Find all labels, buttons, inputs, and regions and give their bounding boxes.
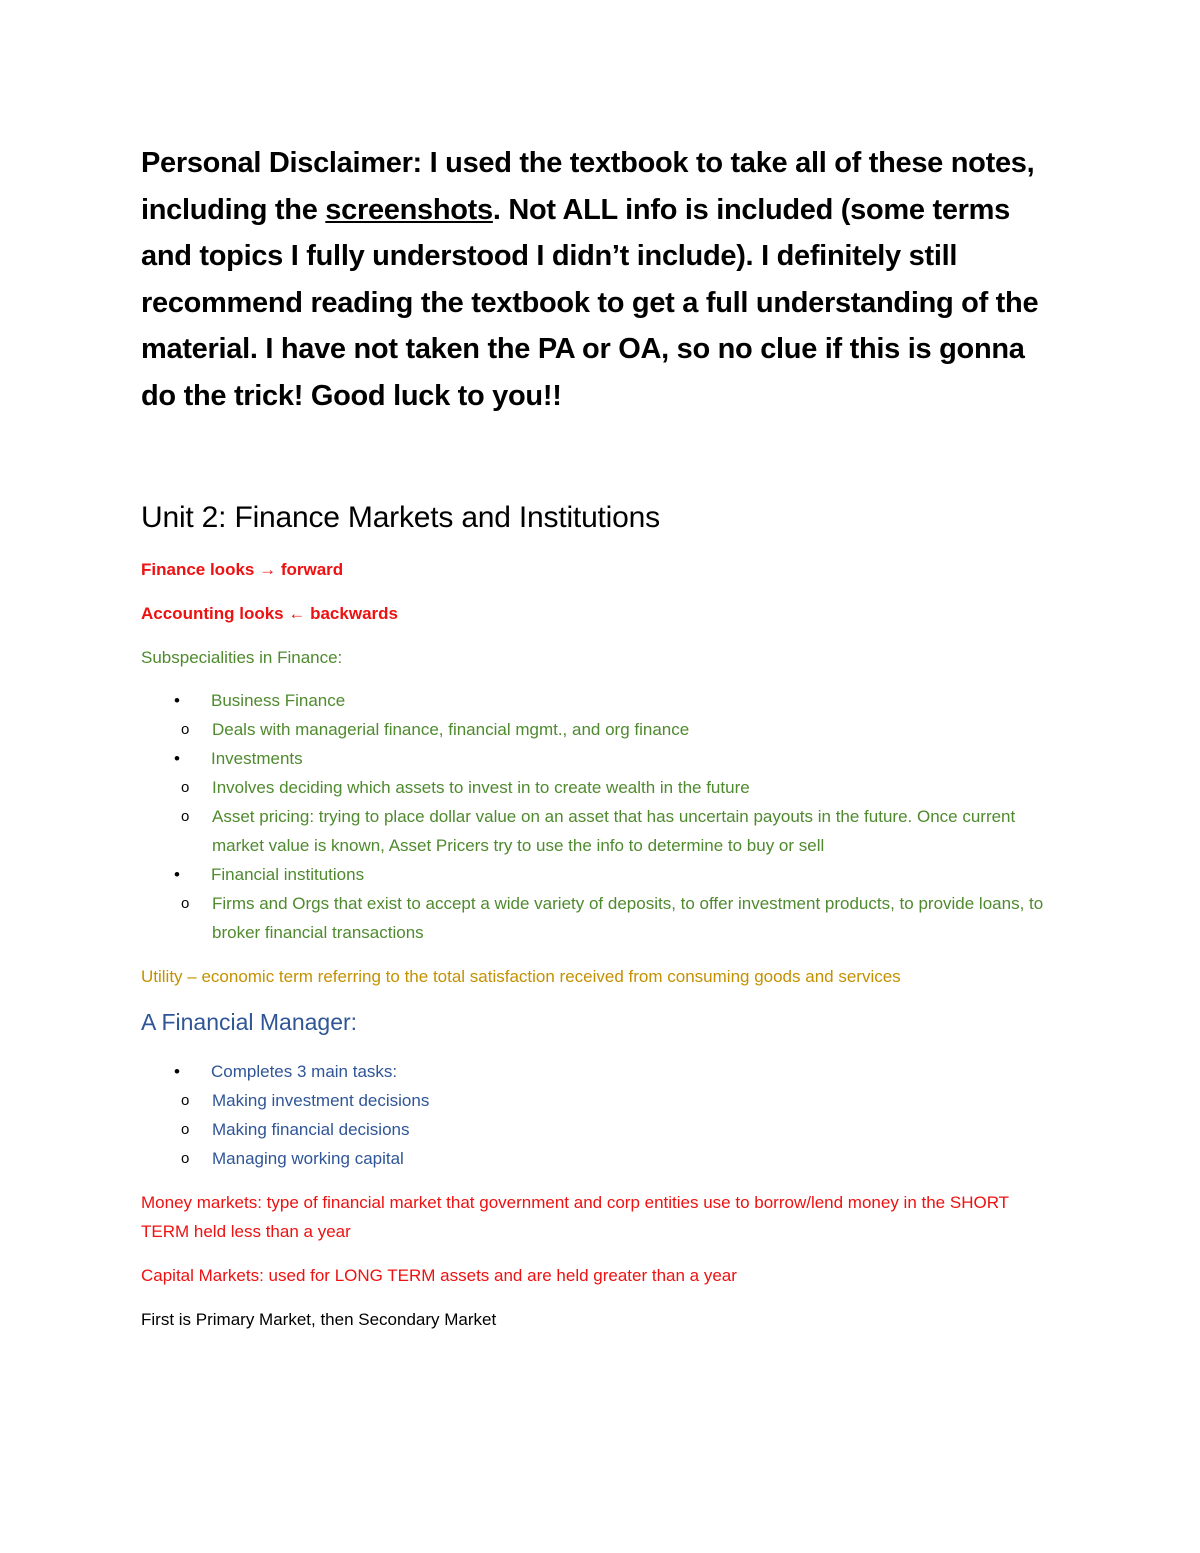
- list-item-main-tasks: [141, 1057, 1061, 1173]
- business-finance-sublist: [141, 715, 1061, 744]
- financial-manager-heading: A Financial Manager:: [141, 1009, 358, 1035]
- left-arrow-icon: ←: [288, 604, 306, 623]
- disclaimer-paragraph: [141, 140, 1061, 419]
- utility-definition: Utility – economic term referring to the total satisfaction received from consuming goods and services: [141, 967, 901, 986]
- accounting-looks-text: Accounting looks: [141, 604, 284, 623]
- bullet-icon: •: [174, 865, 180, 884]
- list-item-label: Investments: [211, 749, 303, 768]
- sub-list-item-text: Firms and Orgs that exist to accept a wide variety of deposits, to offer investment products, to provide loans, to broker financial transactions: [212, 894, 1044, 942]
- subspecialities-label: Subspecialities in Finance:: [141, 648, 343, 667]
- document-page: [141, 140, 1061, 1334]
- sub-list-item-text: Making financial decisions: [212, 1120, 410, 1139]
- sub-bullet-icon: o: [181, 808, 190, 825]
- subspecialities-list: [141, 686, 1061, 947]
- list-item-investments: [141, 744, 1061, 860]
- right-arrow-icon: →: [259, 560, 277, 579]
- accounting-looks-line: [141, 599, 1061, 628]
- sub-list-item: [141, 802, 1061, 860]
- finance-looks-line: [141, 555, 1061, 584]
- sub-bullet-icon: o: [181, 1092, 190, 1109]
- disclaimer-text-part2: . Not ALL info is included (some terms and topics I fully understood I didn’t include). I definitely still recommend reading the textbook to get a full understanding of the material. I have not taken the PA or OA, so no clue if this is gonna do the trick! Good luck to you!!: [141, 193, 1039, 412]
- sub-list-item-text: Asset pricing: trying to place dollar value on an asset that has uncertain payouts in the future. Once current market value is known, Asset Pricers try to use the info to determine to buy or sell: [212, 807, 1016, 855]
- bullet-icon: •: [174, 1062, 180, 1081]
- sub-bullet-icon: o: [181, 1121, 190, 1138]
- list-item-financial-institutions: [141, 860, 1061, 947]
- disclaimer-text-part1: Personal Disclaimer: I used the textbook to take all of these notes, including the: [141, 147, 1035, 226]
- sub-list-item-text: Deals with managerial finance, financial mgmt., and org finance: [212, 720, 690, 739]
- sub-list-item-text: Managing working capital: [212, 1149, 404, 1168]
- sub-list-item: [141, 1115, 1061, 1144]
- market-order-note: First is Primary Market, then Secondary Market: [141, 1310, 497, 1329]
- unit-heading: Unit 2: Finance Markets and Institutions: [141, 501, 660, 534]
- list-item-business-finance: [141, 686, 1061, 744]
- forward-text: forward: [280, 560, 344, 579]
- list-item-label: Completes 3 main tasks:: [211, 1062, 398, 1081]
- list-item-label: Financial institutions: [211, 865, 365, 884]
- sub-list-item: [141, 1144, 1061, 1173]
- sub-list-item: [141, 889, 1061, 947]
- list-item-label: Business Finance: [211, 691, 346, 710]
- disclaimer-underlined-word: screenshots: [325, 193, 493, 226]
- money-markets-definition: Money markets: type of financial market that government and corp entities use to borrow/lend money in the SHORT TERM held less than a year: [141, 1193, 1009, 1241]
- bullet-icon: •: [174, 691, 180, 710]
- sub-bullet-icon: o: [181, 779, 190, 796]
- sub-list-item: [141, 1086, 1061, 1115]
- main-tasks-sublist: [141, 1086, 1061, 1173]
- investments-sublist: [141, 773, 1061, 860]
- financial-manager-list: [141, 1057, 1061, 1173]
- sub-list-item-text: Involves deciding which assets to invest in to create wealth in the future: [212, 778, 750, 797]
- financial-institutions-sublist: [141, 889, 1061, 947]
- capital-markets-definition: Capital Markets: used for LONG TERM assets and are held greater than a year: [141, 1266, 737, 1285]
- sub-list-item: [141, 773, 1061, 802]
- sub-list-item: [141, 715, 1061, 744]
- bullet-icon: •: [174, 749, 180, 768]
- sub-bullet-icon: o: [181, 721, 190, 738]
- sub-bullet-icon: o: [181, 1150, 190, 1167]
- finance-looks-text: Finance looks: [141, 560, 255, 579]
- backwards-text: backwards: [310, 604, 398, 623]
- sub-bullet-icon: o: [181, 895, 190, 912]
- sub-list-item-text: Making investment decisions: [212, 1091, 430, 1110]
